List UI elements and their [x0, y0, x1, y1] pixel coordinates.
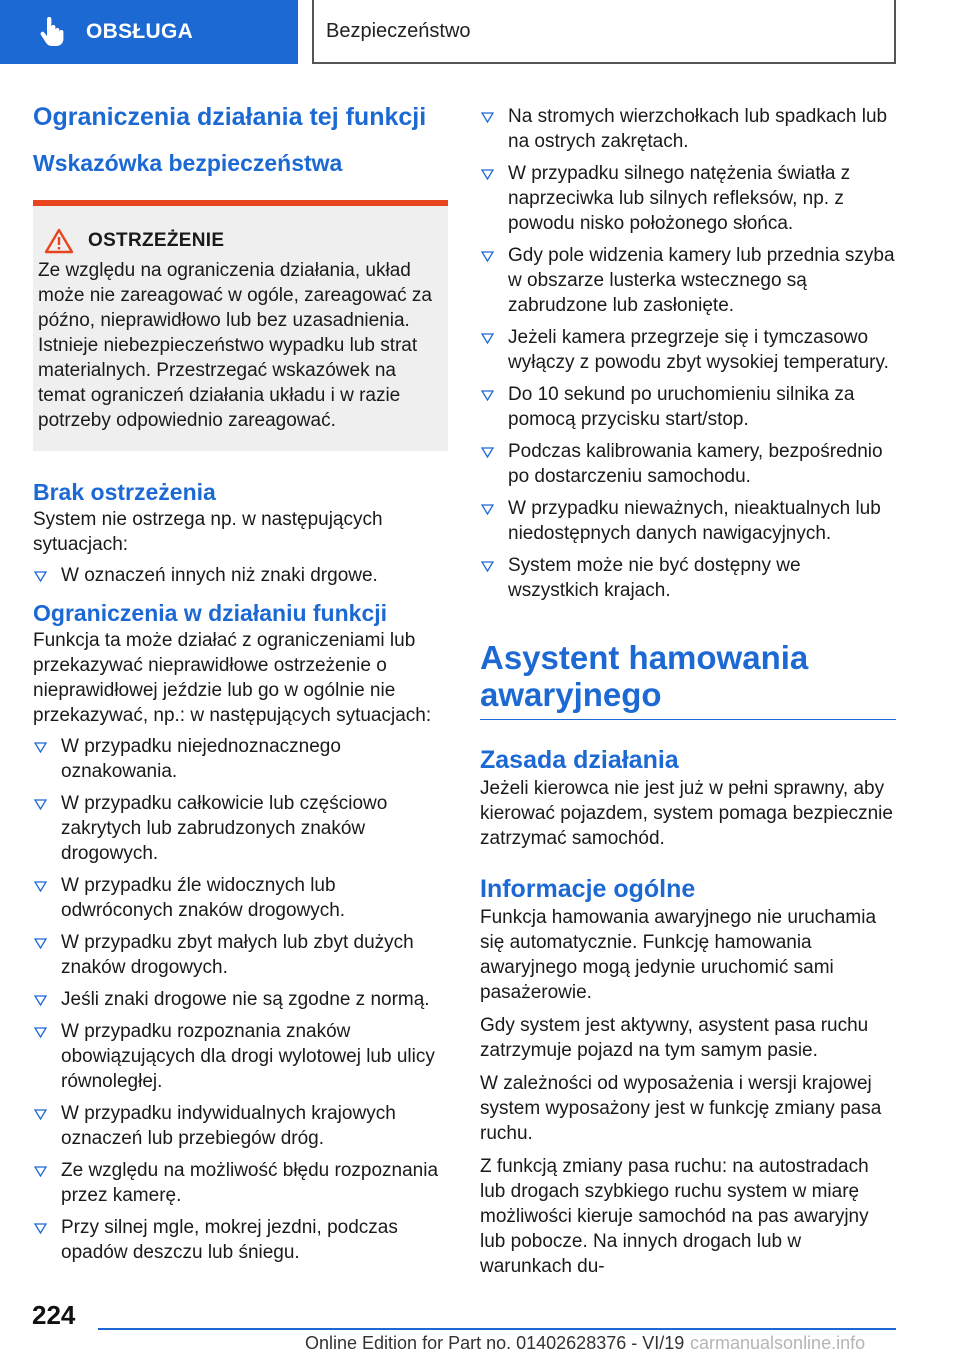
warning-title: OSTRZEŻENIE: [88, 230, 225, 251]
bullet-triangle-icon: [481, 504, 494, 515]
bullet-triangle-icon: [481, 447, 494, 458]
bullet-triangle-icon: [34, 742, 47, 753]
general-paragraph: Z funkcją zmiany pasa ruchu: na autostradach lub drogach szybkiego ruchu system w miarę możliwości kieruje samochód na pas awaryjny lub pobocze. Na innych drogach lub w warunkach du-: [480, 1156, 869, 1277]
bullet-triangle-icon: [34, 1223, 47, 1234]
no-warning-text: System nie ostrzega np. w następujących sytuacjach:: [33, 509, 383, 555]
section-heading: Ograniczenia działania tej funkcji: [33, 103, 427, 131]
left-column: [33, 100, 448, 1272]
no-warning-heading: Brak ostrzeżenia: [33, 479, 216, 505]
page-number: 224: [32, 1300, 76, 1330]
list-item: W przypadku nieważnych, nieaktualnych lub niedostępnych danych nawigacyjnych.: [480, 496, 896, 546]
list-item: Na stromych wierzchołkach lub spadkach lub na ostrych zakrętach.: [480, 104, 896, 154]
list-item: W przypadku źle widocznych lub odwróconych znaków drogowych.: [33, 873, 448, 923]
warning-text: Ze względu na ograniczenia działania, układ może nie zareagować w ogóle, zareagować za późno, nieprawidłowo lub bez uzasadnienia. Istnieje niebezpieczeństwo wypadku lub strat materialnych. Przestrzegać wskazówek na temat ograniczeń działania układu i w razie potrzeby odpowiednio zareagować.: [38, 260, 432, 431]
no-warning-list: [33, 563, 448, 588]
list-item: Gdy pole widzenia kamery lub przednia szyba w obszarze lusterka wstecznego są zabrudzone lub zasłonięte.: [480, 243, 896, 318]
safety-heading: Wskazówka bezpieczeństwa: [33, 150, 343, 176]
footer-rule: [98, 1328, 896, 1330]
general-paragraph: Gdy system jest aktywny, asystent pasa ruchu zatrzymuje pojazd na tym samym pasie.: [480, 1015, 869, 1061]
general-heading: Informacje ogólne: [480, 875, 696, 903]
bullet-triangle-icon: [481, 112, 494, 123]
general-paragraph: Funkcja hamowania awaryjnego nie uruchamia się automatycznie. Funkcję hamowania awaryjnego mogą jedynie uruchomić sami pasażerowie.: [480, 907, 877, 1003]
bullet-triangle-icon: [34, 1109, 47, 1120]
bullet-triangle-icon: [481, 561, 494, 572]
chapter-label: OBSŁUGA: [86, 20, 194, 43]
bullet-triangle-icon: [481, 251, 494, 262]
list-item: Przy silnej mgle, mokrej jezdni, podczas opadów deszczu lub śniegu.: [33, 1215, 448, 1265]
list-item: W przypadku rozpoznania znaków obowiązujących dla drogi wylotowej lub ulicy równoległej.: [33, 1019, 448, 1094]
bullet-triangle-icon: [34, 1166, 47, 1177]
list-item: Podczas kalibrowania kamery, bezpośrednio po dostarczeniu samochodu.: [480, 439, 896, 489]
warning-box: [33, 200, 448, 451]
list-item: W przypadku indywidualnych krajowych oznaczeń lub przebiegów dróg.: [33, 1101, 448, 1151]
list-item: W przypadku silnego natężenia światła z naprzeciwka lub silnych refleksów, np. z powodu nisko położonego słońca.: [480, 161, 896, 236]
bullet-triangle-icon: [481, 390, 494, 401]
list-item: Ze względu na możliwość błędu rozpoznania przez kamerę.: [33, 1158, 448, 1208]
general-paragraph: W zależności od wyposażenia i wersji krajowej system wyposażony jest w funkcję zmiany pasa ruchu.: [480, 1073, 882, 1144]
watermark: carmanualsonline.info: [690, 1333, 866, 1353]
principle-heading: Zasada działania: [480, 746, 679, 774]
bullet-triangle-icon: [34, 938, 47, 949]
bullet-triangle-icon: [34, 571, 47, 582]
limits-list-continued: [480, 104, 896, 603]
bullet-triangle-icon: [34, 995, 47, 1006]
warning-header: [38, 228, 438, 254]
list-item: W oznaczeń innych niż znaki drgowe.: [33, 563, 448, 588]
list-item: W przypadku niejednoznacznego oznakowania.: [33, 734, 448, 784]
bullet-triangle-icon: [34, 1027, 47, 1038]
page-header: [0, 0, 960, 66]
hand-pointer-icon: [38, 17, 66, 47]
list-item: Jeśli znaki drogowe nie są zgodne z normą.: [33, 987, 448, 1012]
list-item: W przypadku zbyt małych lub zbyt dużych znaków drogowych.: [33, 930, 448, 980]
chapter-tab: [0, 0, 298, 64]
limits-list: [33, 734, 448, 1265]
section-title: Bezpieczeństwo: [312, 0, 896, 64]
bullet-triangle-icon: [481, 333, 494, 344]
list-item: Jeżeli kamera przegrzeje się i tymczasowo wyłączy z powodu zbyt wysokiej temperatury.: [480, 325, 896, 375]
edition-text: Online Edition for Part no. 01402628376 - VI/19: [305, 1333, 685, 1353]
limits-heading: Ograniczenia w działaniu funkcji: [33, 600, 388, 626]
right-column: [480, 104, 896, 1279]
bullet-triangle-icon: [34, 881, 47, 892]
principle-text: Jeżeli kierowca nie jest już w pełni sprawny, aby kierować pojazdem, system pomaga bezpiecznie zatrzymać samochód.: [480, 778, 893, 849]
list-item: Do 10 sekund po uruchomieniu silnika za pomocą przycisku start/stop.: [480, 382, 896, 432]
chapter-heading: Asystent hamowania awaryjnego: [480, 639, 896, 720]
bullet-triangle-icon: [481, 169, 494, 180]
bullet-triangle-icon: [34, 799, 47, 810]
list-item: W przypadku całkowicie lub częściowo zakrytych lub zabrudzonych znaków drogowych.: [33, 791, 448, 866]
limits-text: Funkcja ta może działać z ograniczeniami lub przekazywać nieprawidłowe ostrzeżenie o nieprawidłowej jeździe lub go w ogólnie nie przekazywać, np.: w następujących sytuacjach:: [33, 630, 432, 726]
warning-triangle-icon: [44, 228, 74, 254]
list-item: System może nie być dostępny we wszystkich krajach.: [480, 553, 896, 603]
